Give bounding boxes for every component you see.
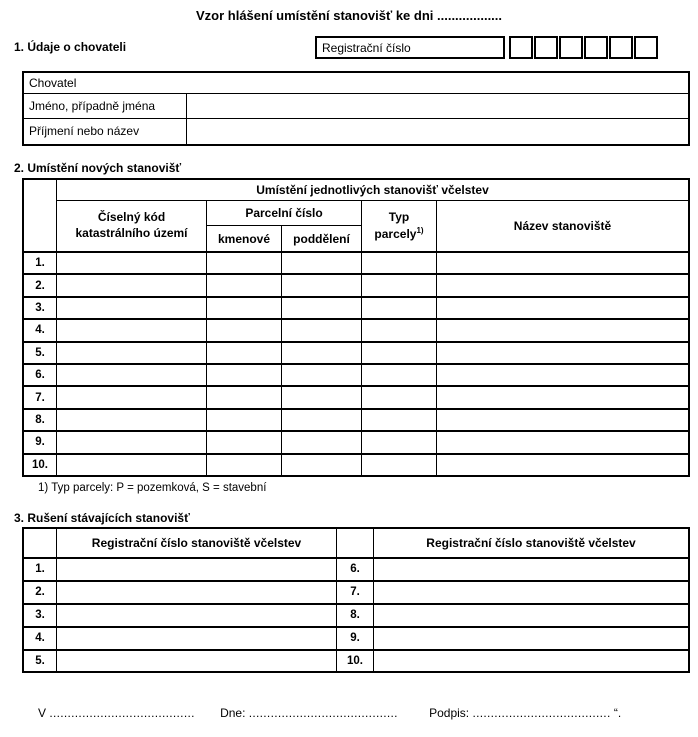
cell-kmenove — [207, 363, 282, 385]
cell-site-name — [437, 251, 688, 273]
col-header-poddeleni: poddělení — [282, 226, 362, 251]
section3-heading: 3. Rušení stávajících stanovišť — [14, 511, 190, 525]
cell-kmenove — [207, 318, 282, 340]
section2-heading: 2. Umístění nových stanovišť — [14, 161, 182, 175]
cell-kmenove — [207, 430, 282, 452]
row-number: 10. — [337, 649, 374, 672]
cell-kmenove — [207, 341, 282, 363]
cell-cadastral — [57, 296, 207, 318]
cell-registration-number — [374, 626, 688, 649]
place-label: V — [38, 706, 47, 720]
date-label: Dne: — [220, 706, 246, 720]
cell-type — [362, 453, 437, 475]
col-header-parcel-type — [362, 201, 437, 251]
signature-dots: ...................................... — [472, 706, 611, 720]
cell-poddeleni — [282, 341, 362, 363]
footnote-parcel-type: 1) Typ parcely: P = pozemková, S = stavební — [38, 482, 267, 494]
row-number: 1. — [24, 251, 57, 273]
signature-line — [38, 706, 621, 720]
table-row — [24, 119, 688, 144]
cell-poddeleni — [282, 408, 362, 430]
row-number-column-header — [24, 180, 57, 251]
row-number: 9. — [337, 626, 374, 649]
row-number: 1. — [24, 557, 57, 580]
cell-cadastral — [57, 341, 207, 363]
signature-label: Podpis: — [429, 706, 470, 720]
cell-kmenove — [207, 385, 282, 407]
registration-number-label: Registrační číslo — [315, 36, 505, 59]
cell-registration-number — [57, 557, 337, 580]
cell-cadastral — [57, 318, 207, 340]
row-number: 6. — [337, 557, 374, 580]
cell-site-name — [437, 408, 688, 430]
cadastral-line2: katastrálního území — [75, 226, 188, 240]
document-title: Vzor hlášení umístění stanovišť ke dni .................. — [195, 8, 503, 23]
registration-cell — [634, 36, 658, 59]
row-number-column-header — [337, 529, 374, 557]
parcel-type-line1: Typ — [388, 209, 410, 224]
cell-registration-number — [374, 603, 688, 626]
cell-site-name — [437, 296, 688, 318]
cell-poddeleni — [282, 296, 362, 318]
registration-number-cells — [509, 36, 658, 59]
row-number: 10. — [24, 453, 57, 475]
cell-poddeleni — [282, 363, 362, 385]
cell-kmenove — [207, 453, 282, 475]
field-label-first-name: Jméno, případně jména — [24, 94, 187, 118]
cell-cadastral — [57, 273, 207, 295]
cell-type — [362, 251, 437, 273]
cell-poddeleni — [282, 251, 362, 273]
row-number: 5. — [24, 649, 57, 672]
cadastral-line1: Číselný kód — [97, 210, 166, 225]
cell-poddeleni — [282, 453, 362, 475]
cell-site-name — [437, 341, 688, 363]
cell-site-name — [437, 453, 688, 475]
row-number: 9. — [24, 430, 57, 452]
cell-type — [362, 408, 437, 430]
col-header-parcel-number: Parcelní číslo — [207, 201, 362, 226]
cell-site-name — [437, 363, 688, 385]
row-number: 3. — [24, 603, 57, 626]
cell-registration-number — [57, 626, 337, 649]
cell-poddeleni — [282, 273, 362, 295]
row-number: 4. — [24, 318, 57, 340]
row-number: 2. — [24, 580, 57, 603]
new-sites-table — [22, 178, 690, 477]
cell-registration-number — [374, 580, 688, 603]
row-number: 6. — [24, 363, 57, 385]
breeder-table-header: Chovatel — [24, 73, 688, 94]
row-number: 2. — [24, 273, 57, 295]
cell-type — [362, 363, 437, 385]
cell-site-name — [437, 318, 688, 340]
registration-number-group — [315, 36, 658, 59]
closing-quote: “. — [613, 706, 622, 720]
cell-registration-number — [57, 649, 337, 672]
field-label-surname: Příjmení nebo název — [24, 119, 187, 144]
row-number: 4. — [24, 626, 57, 649]
date-dots: ......................................... — [248, 706, 398, 720]
cell-registration-number — [374, 557, 688, 580]
row-number: 8. — [24, 408, 57, 430]
col-header-cadastral-code — [57, 201, 207, 251]
cell-registration-number — [374, 649, 688, 672]
row-number-column-header — [24, 529, 57, 557]
table-row — [24, 94, 688, 119]
cell-kmenove — [207, 251, 282, 273]
registration-cell — [559, 36, 583, 59]
place-dots: ........................................ — [49, 706, 195, 720]
cell-site-name — [437, 385, 688, 407]
field-value-surname — [187, 119, 688, 144]
cell-registration-number — [57, 603, 337, 626]
cell-kmenove — [207, 296, 282, 318]
col-header-site-name: Název stanoviště — [513, 219, 612, 233]
cell-kmenove — [207, 273, 282, 295]
registration-cell — [584, 36, 608, 59]
cell-type — [362, 430, 437, 452]
registration-cell — [609, 36, 633, 59]
registration-cell — [534, 36, 558, 59]
registration-cell — [509, 36, 533, 59]
row-number: 5. — [24, 341, 57, 363]
cell-cadastral — [57, 453, 207, 475]
cell-type — [362, 341, 437, 363]
cell-cadastral — [57, 251, 207, 273]
col-header-registration-right: Registrační číslo stanoviště včelstev — [426, 536, 636, 550]
cell-poddeleni — [282, 430, 362, 452]
cell-kmenove — [207, 408, 282, 430]
cell-cadastral — [57, 385, 207, 407]
cell-registration-number — [57, 580, 337, 603]
breeder-table — [22, 71, 690, 146]
cell-type — [362, 296, 437, 318]
cancelled-sites-table — [22, 527, 690, 673]
parcel-type-line2: parcely$^{1)}$ — [374, 225, 424, 241]
cell-type — [362, 318, 437, 340]
cell-cadastral — [57, 408, 207, 430]
row-number: 7. — [24, 385, 57, 407]
span-header: Umístění jednotlivých stanovišť včelstev — [57, 180, 688, 201]
cell-cadastral — [57, 363, 207, 385]
cell-poddeleni — [282, 318, 362, 340]
row-number: 3. — [24, 296, 57, 318]
cell-type — [362, 385, 437, 407]
col-header-registration-left: Registrační číslo stanoviště včelstev — [57, 529, 337, 557]
col-header-kmenove: kmenové — [207, 226, 282, 251]
footnote-reference: 1) — [416, 225, 424, 235]
cell-cadastral — [57, 430, 207, 452]
cell-poddeleni — [282, 385, 362, 407]
field-value-first-name — [187, 94, 688, 118]
section1-heading: 1. Údaje o chovateli — [14, 40, 127, 54]
cell-site-name — [437, 430, 688, 452]
row-number: 7. — [337, 580, 374, 603]
row-number: 8. — [337, 603, 374, 626]
cell-site-name — [437, 273, 688, 295]
cell-type — [362, 273, 437, 295]
